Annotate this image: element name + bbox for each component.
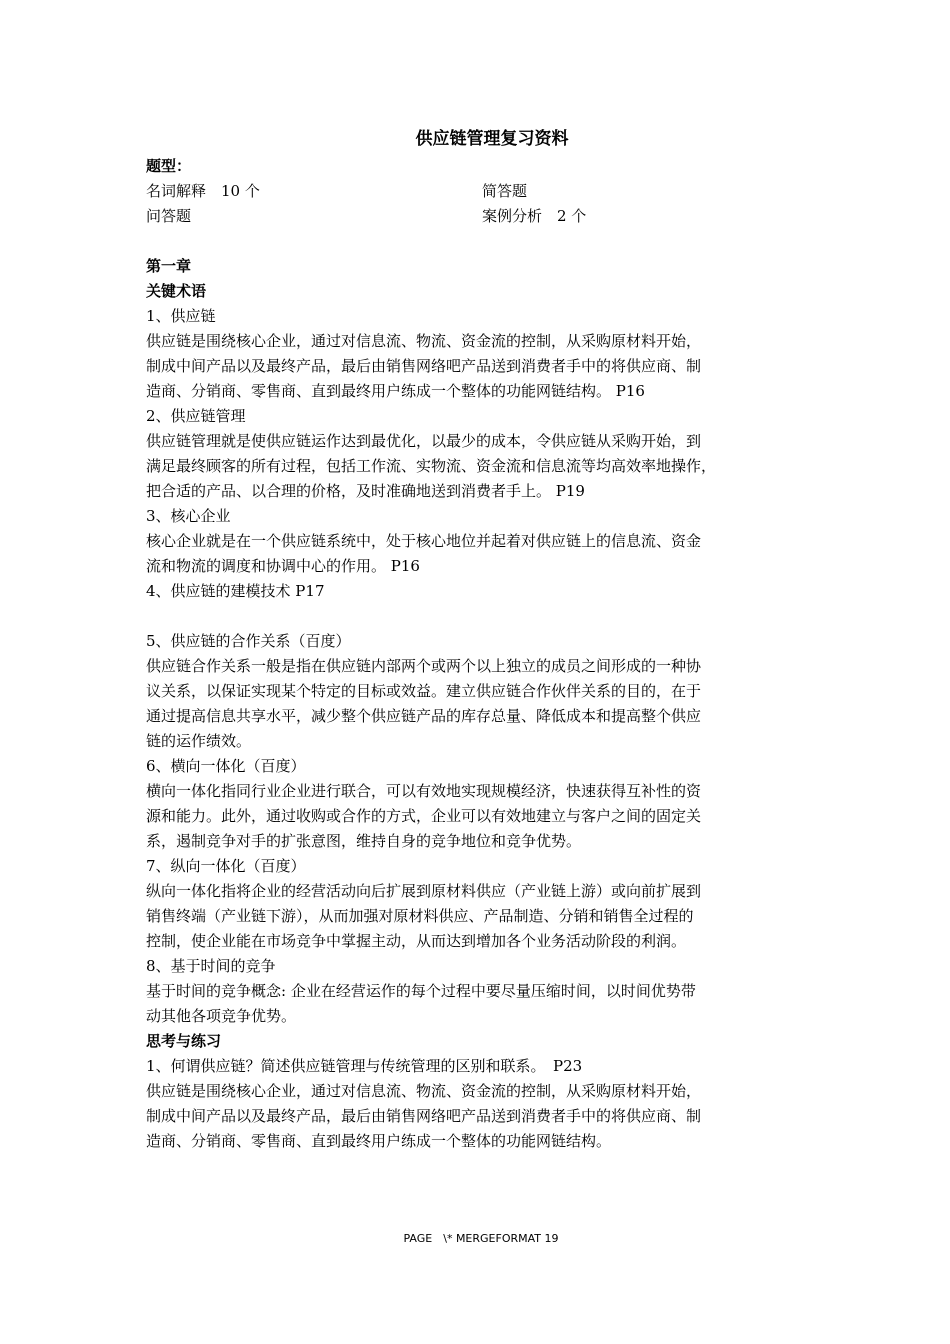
term-heading: 7、纵向一体化（百度）: [146, 857, 306, 875]
term-heading: 4、供应链的建模技术 P17: [146, 582, 325, 600]
exercise-text-line: 供应链是围绕核心企业，通过对信息流、物流、资金流的控制，从采购原材料开始，: [146, 1082, 702, 1100]
term-text-line: 基于时间的竞争概念: 企业在经营运作的每个过程中要尽量压缩时间，以时间优势带: [146, 982, 696, 1000]
question-types-heading: 题型：: [146, 157, 192, 175]
term-text-line: 供应链是围绕核心企业，通过对信息流、物流、资金流的控制，从采购原材料开始，: [146, 332, 702, 350]
term-text-line: 核心企业就是在一个供应链系统中，处于核心地位并起着对供应链上的信息流、资金: [146, 532, 702, 550]
exercises-heading: 思考与练习: [146, 1032, 222, 1050]
term-heading: 8、基于时间的竞争: [146, 957, 276, 975]
term-text-line: 议关系，以保证实现某个特定的目标或效益。建立供应链合作伙伴关系的目的，在于: [146, 682, 702, 700]
term-text-line: 系，遏制竞争对手的扩张意图，维持自身的竞争地位和竞争优势。: [146, 832, 582, 850]
key-terms-heading: 关键术语: [146, 282, 207, 300]
term-text-line: 把合适的产品、以合理的价格，及时准确地送到消费者手上。 P19: [146, 482, 585, 500]
document-page: [146, 126, 826, 1154]
term-text-line: 源和能力。此外，通过收购或合作的方式，企业可以有效地建立与客户之间的固定关: [146, 807, 702, 825]
exercise-text-line: 造商、分销商、零售商、直到最终用户练成一个整体的功能网链结构。: [146, 1132, 612, 1150]
question-types-row: [146, 179, 826, 204]
question-type: 简答题: [482, 182, 528, 200]
term-heading: 6、横向一体化（百度）: [146, 757, 306, 775]
exercise-heading: 1、何谓供应链？简述供应链管理与传统管理的区别和联系。 P23: [146, 1057, 583, 1075]
blank-line: [146, 604, 826, 629]
page-footer: PAGE \* MERGEFORMAT 19: [403, 1232, 559, 1245]
term-text-line: 纵向一体化指将企业的经营活动向后扩展到原材料供应（产业链上游）或向前扩展到: [146, 882, 702, 900]
term-text-line: 供应链合作关系一般是指在供应链内部两个或两个以上独立的成员之间形成的一种协: [146, 657, 702, 675]
term-text-line: 通过提高信息共享水平，减少整个供应链产品的库存总量、降低成本和提高整个供应: [146, 707, 702, 725]
term-text-line: 制成中间产品以及最终产品，最后由销售网络吧产品送到消费者手中的将供应商、制: [146, 357, 702, 375]
exercises-list: [146, 1054, 826, 1154]
term-text-line: 满足最终顾客的所有过程，包括工作流、实物流、资金流和信息流等均高效率地操作，: [146, 457, 717, 475]
question-types-row: [146, 204, 826, 229]
term-heading: 3、核心企业: [146, 507, 231, 525]
exercise-text-line: 制成中间产品以及最终产品，最后由销售网络吧产品送到消费者手中的将供应商、制: [146, 1107, 702, 1125]
term-text-line: 控制，使企业能在市场竞争中掌握主动，从而达到增加各个业务活动阶段的利润。: [146, 932, 687, 950]
chapter-heading: 第一章: [146, 257, 192, 275]
term-text-line: 供应链管理就是使供应链运作达到最优化，以最少的成本，令供应链从采购开始，到: [146, 432, 702, 450]
term-heading: 1、供应链: [146, 307, 216, 325]
term-text-line: 流和物流的调度和协调中心的作用。 P16: [146, 557, 420, 575]
key-terms-list: [146, 304, 826, 1029]
question-type: 问答题: [146, 207, 192, 225]
term-text-line: 横向一体化指同行业企业进行联合，可以有效地实现规模经济，快速获得互补性的资: [146, 782, 702, 800]
term-text-line: 销售终端（产业链下游），从而加强对原材料供应、产品制造、分销和销售全过程的: [146, 907, 694, 925]
term-heading: 2、供应链管理: [146, 407, 246, 425]
question-type: 名词解释 10 个: [146, 182, 260, 200]
question-type: 案例分析 2 个: [482, 207, 587, 225]
term-text-line: 链的运作绩效。: [146, 732, 252, 750]
document-title: 供应链管理复习资料: [415, 129, 569, 149]
term-text-line: 造商、分销商、零售商、直到最终用户练成一个整体的功能网链结构。 P16: [146, 382, 645, 400]
blank-line: [146, 229, 826, 254]
term-heading: 5、供应链的合作关系（百度）: [146, 632, 351, 650]
term-text-line: 动其他各项竞争优势。: [146, 1007, 297, 1025]
